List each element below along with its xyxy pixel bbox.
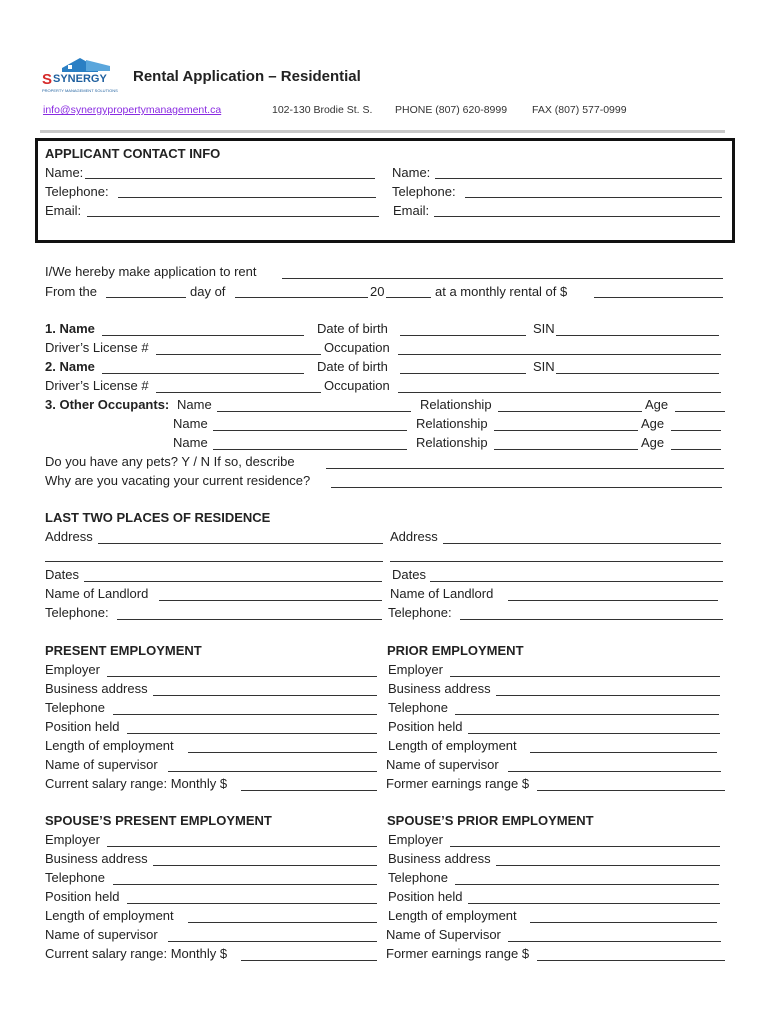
residence-1-dates-field[interactable] [84,581,382,582]
prior-business-address-label: Business address [388,681,491,696]
contact-name-label-2: Name: [392,165,431,180]
present-position-label: Position held [45,719,120,734]
spouse-present-business-address-label: Business address [45,851,148,866]
contact-email-field-1[interactable] [87,216,379,217]
present-employment-heading: PRESENT EMPLOYMENT [45,643,202,658]
occupant-3-name-label: Name [173,435,208,450]
present-business-address-label: Business address [45,681,148,696]
contact-email-label-2: Email: [393,203,430,218]
applicant-2-license-label: Driver’s License # [45,378,149,393]
spouse-present-telephone-field[interactable] [113,884,377,885]
prior-employer-field[interactable] [450,676,720,677]
pets-question: Do you have any pets? Y / N If so, describe [45,454,295,469]
prior-length-label: Length of employment [388,738,517,753]
prior-telephone-field[interactable] [455,714,719,715]
contact-telephone-label-2: Telephone: [392,184,456,199]
vacating-reason-field[interactable] [331,487,722,488]
contact-telephone-field-2[interactable] [465,197,722,198]
residence-1-telephone-field[interactable] [117,619,382,620]
residence-1-address-field[interactable] [98,543,383,544]
monthly-rental-field[interactable] [594,297,723,298]
prior-telephone-label: Telephone [388,700,448,715]
spouse-present-salary-label: Current salary range: Monthly $ [45,946,228,961]
present-supervisor-label: Name of supervisor [45,757,158,772]
applicant-1-dob-field[interactable] [400,335,526,336]
residence-2-dates-field[interactable] [430,581,723,582]
occupant-2-name-field[interactable] [213,430,407,431]
spouse-present-position-field[interactable] [127,903,377,904]
applicant-2-dob-field[interactable] [400,373,526,374]
occupant-3-age-field[interactable] [671,449,721,450]
prior-supervisor-label: Name of supervisor [386,757,499,772]
occupant-1-name-label: Name [177,397,212,412]
contact-telephone-field-1[interactable] [118,197,376,198]
header-divider [40,130,725,133]
spouse-present-business-address-field[interactable] [153,865,377,866]
monthly-rental-label: at a monthly rental of $ [435,284,568,299]
page-title: Rental Application – Residential [133,68,361,85]
residence-2-address-label: Address [390,529,438,544]
spouse-prior-length-label: Length of employment [388,908,517,923]
contact-name-label: Name: [45,165,84,180]
present-length-field[interactable] [188,752,377,753]
svg-text:S: S [42,71,53,88]
occupant-2-relationship-field[interactable] [494,430,638,431]
applicant-1-dob-label: Date of birth [317,321,388,336]
applicant-2-occupation-field[interactable] [398,392,721,393]
year-label: 20 [370,284,385,299]
spouse-present-length-label: Length of employment [45,908,174,923]
spouse-prior-telephone-field[interactable] [455,884,719,885]
fax-number: FAX (807) 577-0999 [532,104,627,116]
residence-heading: LAST TWO PLACES OF RESIDENCE [45,510,271,525]
contact-telephone-label: Telephone: [45,184,109,199]
spouse-prior-position-field[interactable] [468,903,720,904]
applicant-1-name-label: 1. Name [45,321,95,336]
spouse-prior-telephone-label: Telephone [388,870,448,885]
occupant-3-age-label: Age [641,435,665,450]
applicant-1-sin-label: SIN [533,321,555,336]
spouse-present-length-field[interactable] [188,922,377,923]
other-occupants-label: 3. Other Occupants: [45,397,170,412]
prior-business-address-field[interactable] [496,695,720,696]
occupant-2-name-label: Name [173,416,208,431]
spouse-prior-business-address-field[interactable] [496,865,720,866]
spouse-present-telephone-label: Telephone [45,870,105,885]
rental-address-field[interactable] [282,278,723,279]
residence-2-landlord-field[interactable] [508,600,718,601]
residence-2-dates-label: Dates [392,567,426,582]
contact-name-field-2[interactable] [435,178,722,179]
applicant-2-name-field[interactable] [102,373,304,374]
occupant-1-age-label: Age [645,397,669,412]
applicant-1-sin-field[interactable] [556,335,719,336]
residence-1-landlord-label: Name of Landlord [45,586,149,601]
synergy-logo [40,56,124,96]
residence-2-landlord-label: Name of Landlord [390,586,494,601]
spouse-prior-position-label: Position held [388,889,463,904]
day-of-label: day of [190,284,226,299]
residence-1-landlord-field[interactable] [159,600,382,601]
application-intro: I/We hereby make application to rent [45,264,257,279]
residence-2-address-field[interactable] [443,543,721,544]
spouse-prior-business-address-label: Business address [388,851,491,866]
occupant-1-age-field[interactable] [675,411,725,412]
vacating-question: Why are you vacating your current residence? [45,473,311,488]
residence-1-dates-label: Dates [45,567,79,582]
applicant-1-license-field[interactable] [156,354,321,355]
prior-position-field[interactable] [468,733,720,734]
residence-1-address-label: Address [45,529,93,544]
contact-email-label: Email: [45,203,82,218]
applicant-1-name-field[interactable] [102,335,304,336]
applicant-2-occupation-label: Occupation [324,378,390,393]
applicant-1-license-label: Driver’s License # [45,340,149,355]
present-business-address-field[interactable] [153,695,377,696]
present-telephone-label: Telephone [45,700,105,715]
present-employer-field[interactable] [107,676,377,677]
occupant-1-name-field[interactable] [217,411,411,412]
pets-description-field[interactable] [326,468,724,469]
applicant-1-occupation-label: Occupation [324,340,390,355]
spouse-present-employment-heading: SPOUSE’S PRESENT EMPLOYMENT [45,813,272,828]
prior-position-label: Position held [388,719,463,734]
spouse-prior-supervisor-field[interactable] [508,941,721,942]
applicant-2-dob-label: Date of birth [317,359,388,374]
start-month-field[interactable] [235,297,368,298]
residence-1-address-line-2[interactable] [45,561,383,562]
residence-1-telephone-label: Telephone: [45,605,109,620]
applicant-2-sin-label: SIN [533,359,555,374]
residence-2-address-line-2[interactable] [390,561,723,562]
email-link[interactable]: info@synergypropertymanagement.ca [43,104,222,116]
applicant-1-occupation-field[interactable] [398,354,721,355]
spouse-present-employer-label: Employer [45,832,100,847]
logo-subtext: PROPERTY MANAGEMENT SOLUTIONS [42,88,118,93]
occupant-2-age-label: Age [641,416,665,431]
residence-2-telephone-label: Telephone: [388,605,452,620]
prior-supervisor-field[interactable] [508,771,721,772]
spouse-present-employer-field[interactable] [107,846,377,847]
present-position-field[interactable] [127,733,377,734]
present-employer-label: Employer [45,662,100,677]
start-year-field[interactable] [386,297,431,298]
logo-text: SYNERGY [53,73,107,85]
spouse-prior-employment-heading: SPOUSE’S PRIOR EMPLOYMENT [387,813,594,828]
office-address: 102-130 Brodie St. S. [272,104,373,116]
occupant-3-name-field[interactable] [213,449,407,450]
occupant-3-relationship-field[interactable] [494,449,638,450]
applicant-2-license-field[interactable] [156,392,321,393]
contact-name-field-1[interactable] [85,178,375,179]
prior-earnings-label: Former earnings range $ [386,776,530,791]
spouse-prior-length-field[interactable] [530,922,717,923]
occupant-1-relationship-field[interactable] [498,411,642,412]
applicant-2-sin-field[interactable] [556,373,719,374]
occupant-1-relationship-label: Relationship [420,397,492,412]
from-the-label: From the [45,284,98,299]
spouse-present-salary-field[interactable] [241,960,377,961]
phone-number: PHONE (807) 620-8999 [395,104,508,116]
spouse-present-supervisor-field[interactable] [168,941,377,942]
present-telephone-field[interactable] [113,714,377,715]
occupant-3-relationship-label: Relationship [416,435,488,450]
present-length-label: Length of employment [45,738,174,753]
present-salary-field[interactable] [241,790,377,791]
spouse-present-position-label: Position held [45,889,120,904]
prior-length-field[interactable] [530,752,717,753]
spouse-prior-earnings-field[interactable] [537,960,725,961]
present-salary-label: Current salary range: Monthly $ [45,776,228,791]
occupant-2-age-field[interactable] [671,430,721,431]
prior-earnings-field[interactable] [537,790,725,791]
contact-email-field-2[interactable] [434,216,720,217]
spouse-present-supervisor-label: Name of supervisor [45,927,158,942]
start-day-field[interactable] [106,297,186,298]
spouse-prior-employer-label: Employer [388,832,443,847]
prior-employment-heading: PRIOR EMPLOYMENT [387,643,524,658]
contact-heading: APPLICANT CONTACT INFO [45,146,221,161]
residence-2-telephone-field[interactable] [460,619,723,620]
prior-employer-label: Employer [388,662,443,677]
present-supervisor-field[interactable] [168,771,377,772]
occupant-2-relationship-label: Relationship [416,416,488,431]
spouse-prior-supervisor-label: Name of Supervisor [386,927,501,942]
spouse-prior-earnings-label: Former earnings range $ [386,946,530,961]
spouse-prior-employer-field[interactable] [450,846,720,847]
applicant-2-name-label: 2. Name [45,359,95,374]
